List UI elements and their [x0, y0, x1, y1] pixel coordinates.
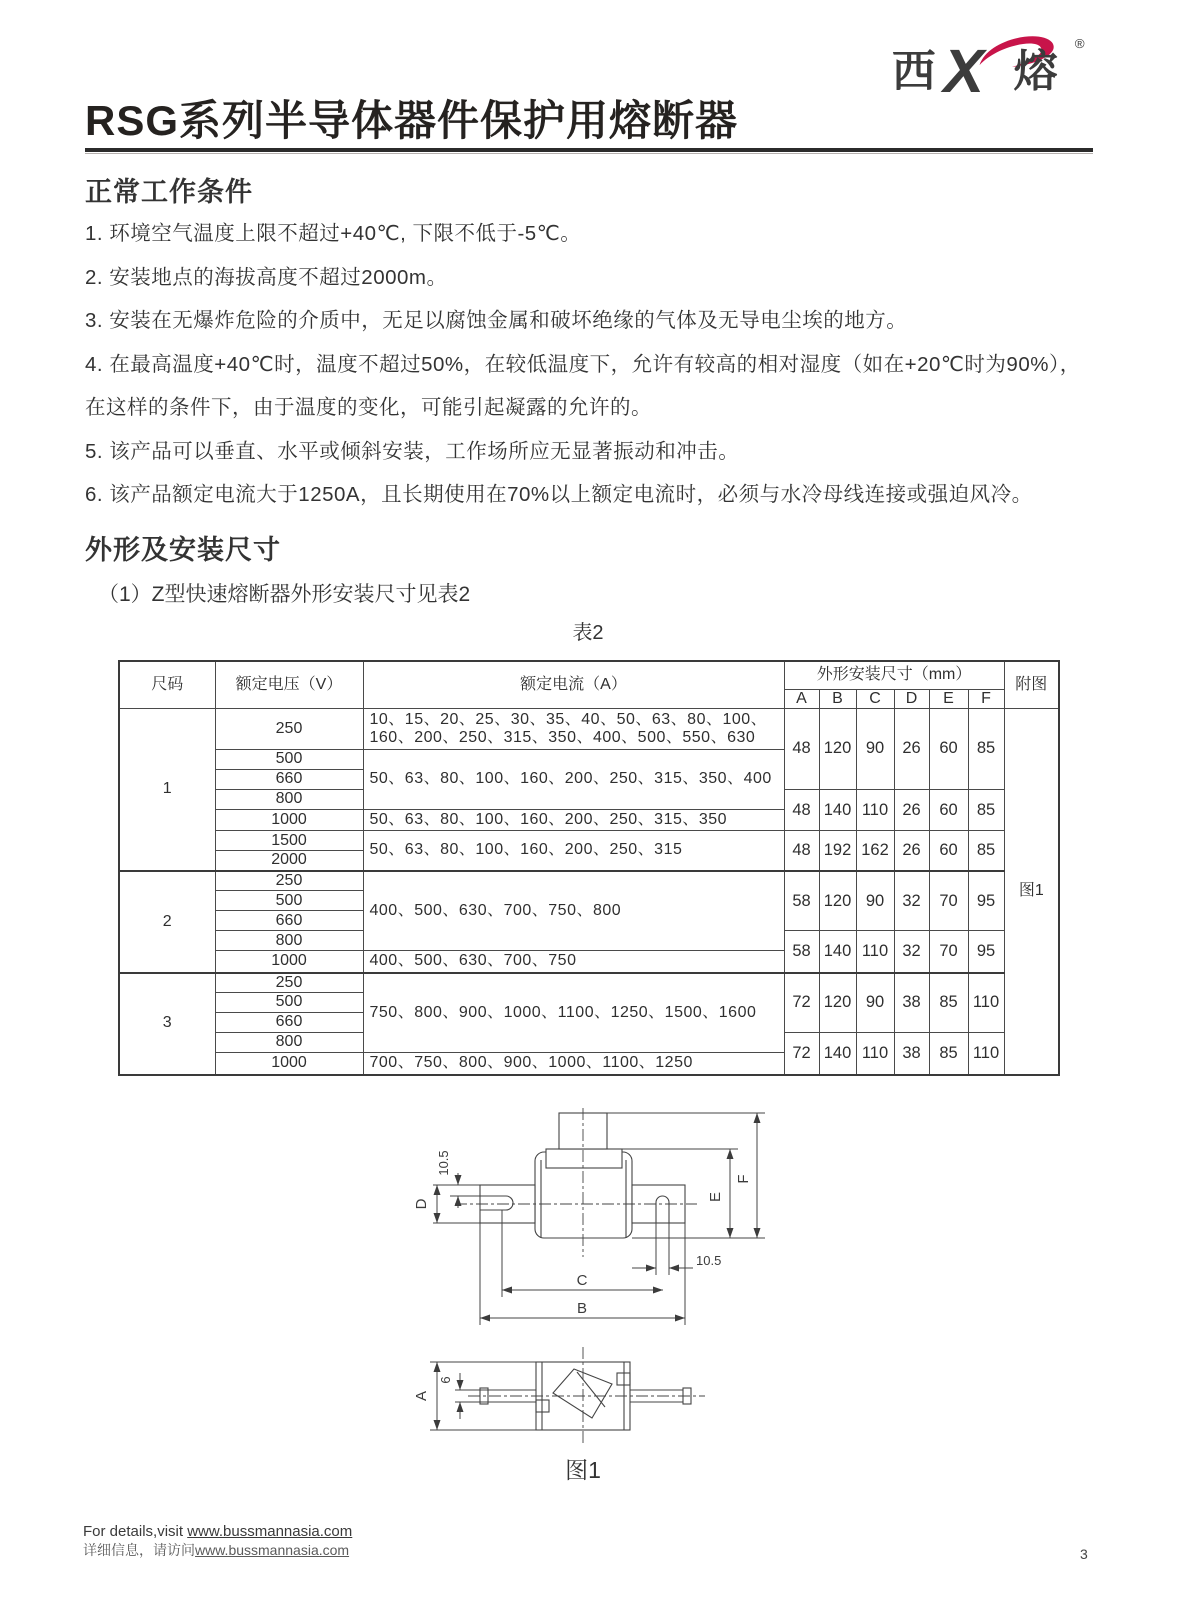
footer-cn-link[interactable]: www.bussmannasia.com — [195, 1542, 350, 1558]
dim-f-cell: 85 — [968, 831, 1004, 871]
dim-c-cell: 110 — [856, 931, 894, 973]
current-cell: 400、500、630、700、750、800 — [363, 871, 784, 951]
dim-c-cell: 162 — [856, 831, 894, 871]
footer-en-link[interactable]: www.bussmannasia.com — [187, 1523, 353, 1540]
dim-b-cell: 120 — [819, 708, 856, 789]
fuse-front-view — [480, 1113, 685, 1238]
dim-f-cell: 110 — [968, 1033, 1004, 1075]
brand-logo — [890, 28, 1090, 108]
dim-b-cell: 140 — [819, 931, 856, 973]
dim-label-slot-width: 10.5 — [696, 1253, 722, 1268]
voltage-cell: 250 — [215, 871, 363, 891]
dim-label-a: A — [413, 1390, 430, 1402]
dim-d-cell: 32 — [894, 931, 929, 973]
condition-item-5: 5. 该产品可以垂直、水平或倾斜安装，工作场所应无显著振动和冲击。 — [85, 439, 740, 463]
dim-label-tang: 6 — [438, 1376, 453, 1384]
working-conditions-list — [85, 212, 1100, 517]
voltage-cell: 660 — [215, 1013, 363, 1033]
dim-d-cell: 38 — [894, 1033, 929, 1075]
fuse-technical-drawing — [360, 1085, 980, 1450]
dim-a-cell: 48 — [784, 789, 819, 830]
current-cell: 50、63、80、100、160、200、250、315、350、400 — [363, 749, 784, 809]
size-cell: 3 — [119, 973, 215, 1075]
col-header-dim-e: E — [929, 689, 968, 708]
col-header-dim-a: A — [784, 689, 819, 708]
voltage-cell: 500 — [215, 993, 363, 1013]
section-heading-working-conditions: 正常工作条件 — [85, 177, 253, 207]
dim-e-cell: 70 — [929, 871, 968, 931]
voltage-cell: 800 — [215, 789, 363, 809]
dim-b-cell: 120 — [819, 871, 856, 931]
col-header-current: 额定电流（A） — [363, 661, 784, 708]
dim-b-cell: 120 — [819, 973, 856, 1033]
footer — [83, 1522, 352, 1560]
dim-label-slot-offset: 10.5 — [436, 1150, 451, 1176]
dim-e-cell: 60 — [929, 708, 968, 789]
voltage-cell: 1000 — [215, 809, 363, 830]
page-number: 3 — [1080, 1546, 1088, 1562]
dim-f-cell: 85 — [968, 789, 1004, 830]
condition-item-2: 2. 安装地点的海拔高度不超过2000m。 — [85, 265, 448, 289]
voltage-cell: 800 — [215, 931, 363, 951]
table-caption: 表2 — [572, 622, 604, 644]
dim-a-cell: 48 — [784, 708, 819, 789]
figure-ref-cell: 图1 — [1004, 708, 1059, 1074]
voltage-cell: 1000 — [215, 951, 363, 973]
footer-cn-text: 详细信息，请访问 — [83, 1542, 195, 1558]
dim-a-cell: 72 — [784, 973, 819, 1033]
dim-label-e: E — [707, 1191, 724, 1203]
logo-registered-mark: ® — [1074, 36, 1085, 51]
section-heading-outline-dimensions: 外形及安装尺寸 — [85, 535, 281, 565]
dim-f-cell: 95 — [968, 931, 1004, 973]
dim-d-cell: 26 — [894, 789, 929, 830]
outline-note: （1）Z型快速熔断器外形安装尺寸见表2 — [98, 583, 471, 606]
voltage-cell: 500 — [215, 749, 363, 769]
voltage-cell: 500 — [215, 891, 363, 911]
figure-caption: 图1 — [565, 1457, 601, 1483]
logo-char-x: X — [943, 36, 984, 105]
col-header-dim-d: D — [894, 689, 929, 708]
page-title: RSG系列半导体器件保护用熔断器 — [85, 97, 739, 144]
dim-f-cell: 95 — [968, 871, 1004, 931]
dim-c-cell: 110 — [856, 1033, 894, 1075]
col-header-figure: 附图 — [1004, 661, 1059, 708]
condition-item-1: 1. 环境空气温度上限不超过+40℃, 下限不低于-5℃。 — [85, 222, 582, 245]
dim-a-cell: 58 — [784, 931, 819, 973]
dim-e-cell: 85 — [929, 1033, 968, 1075]
size-cell: 2 — [119, 871, 215, 973]
col-header-dims-group: 外形安装尺寸（mm） — [784, 661, 1004, 689]
current-cell: 50、63、80、100、160、200、250、315、350 — [363, 809, 784, 830]
dim-c-cell: 90 — [856, 708, 894, 789]
dim-label-d: D — [413, 1198, 430, 1210]
current-cell: 10、15、20、25、30、35、40、50、63、80、100、160、200、250、315、350、400、500、550、630 — [363, 708, 784, 749]
dim-a-cell: 72 — [784, 1033, 819, 1075]
title-rule — [85, 148, 1093, 154]
voltage-cell: 660 — [215, 769, 363, 789]
dim-b-cell: 140 — [819, 789, 856, 830]
dim-f-cell: 110 — [968, 973, 1004, 1033]
current-cell: 50、63、80、100、160、200、250、315 — [363, 831, 784, 871]
dim-label-c: C — [576, 1272, 588, 1289]
voltage-cell: 660 — [215, 911, 363, 931]
dim-d-cell: 38 — [894, 973, 929, 1033]
voltage-cell: 1500 — [215, 831, 363, 851]
dim-c-cell: 90 — [856, 973, 894, 1033]
dim-a-cell: 58 — [784, 871, 819, 931]
voltage-cell: 1000 — [215, 1053, 363, 1075]
dimension-table — [118, 660, 1060, 1076]
col-header-voltage: 额定电压（V） — [215, 661, 363, 708]
voltage-cell: 250 — [215, 973, 363, 993]
size-cell: 1 — [119, 708, 215, 870]
logo-char-rong: 熔 — [1013, 47, 1058, 97]
dim-d-cell: 26 — [894, 708, 929, 789]
col-header-dim-f: F — [968, 689, 1004, 708]
dim-c-cell: 110 — [856, 789, 894, 830]
dim-a-cell: 48 — [784, 831, 819, 871]
current-cell: 700、750、800、900、1000、1100、1250 — [363, 1053, 784, 1075]
dim-e-cell: 70 — [929, 931, 968, 973]
voltage-cell: 2000 — [215, 851, 363, 871]
dim-e-cell: 60 — [929, 789, 968, 830]
current-cell: 400、500、630、700、750 — [363, 951, 784, 973]
dim-label-f: F — [735, 1174, 752, 1184]
footer-en-text: For details,visit — [83, 1523, 188, 1540]
dim-d-cell: 26 — [894, 831, 929, 871]
condition-item-6: 6. 该产品额定电流大于1250A，且长期使用在70%以上额定电流时，必须与水冷母线连接或强迫风冷。 — [85, 483, 1033, 506]
col-header-size: 尺码 — [119, 661, 215, 708]
col-header-dim-c: C — [856, 689, 894, 708]
voltage-cell: 250 — [215, 708, 363, 749]
current-cell: 750、800、900、1000、1100、1250、1500、1600 — [363, 973, 784, 1053]
col-header-dim-b: B — [819, 689, 856, 708]
logo-char-xi: 西 — [891, 47, 936, 97]
dim-label-b: B — [576, 1300, 588, 1317]
dim-e-cell: 85 — [929, 973, 968, 1033]
dim-e-cell: 60 — [929, 831, 968, 871]
dim-d-cell: 32 — [894, 871, 929, 931]
dim-b-cell: 140 — [819, 1033, 856, 1075]
condition-item-3: 3. 安装在无爆炸危险的介质中，无足以腐蚀金属和破坏绝缘的气体及无导电尘埃的地方。 — [85, 309, 908, 332]
dim-b-cell: 192 — [819, 831, 856, 871]
condition-item-4: 4. 在最高温度+40℃时，温度不超过50%，在较低温度下，允许有较高的相对湿度（如在+20℃时为90%），在这样的条件下，由于温度的变化，可能引起凝露的允许的。 — [85, 352, 1081, 419]
dim-f-cell: 85 — [968, 708, 1004, 789]
dim-c-cell: 90 — [856, 871, 894, 931]
voltage-cell: 800 — [215, 1033, 363, 1053]
